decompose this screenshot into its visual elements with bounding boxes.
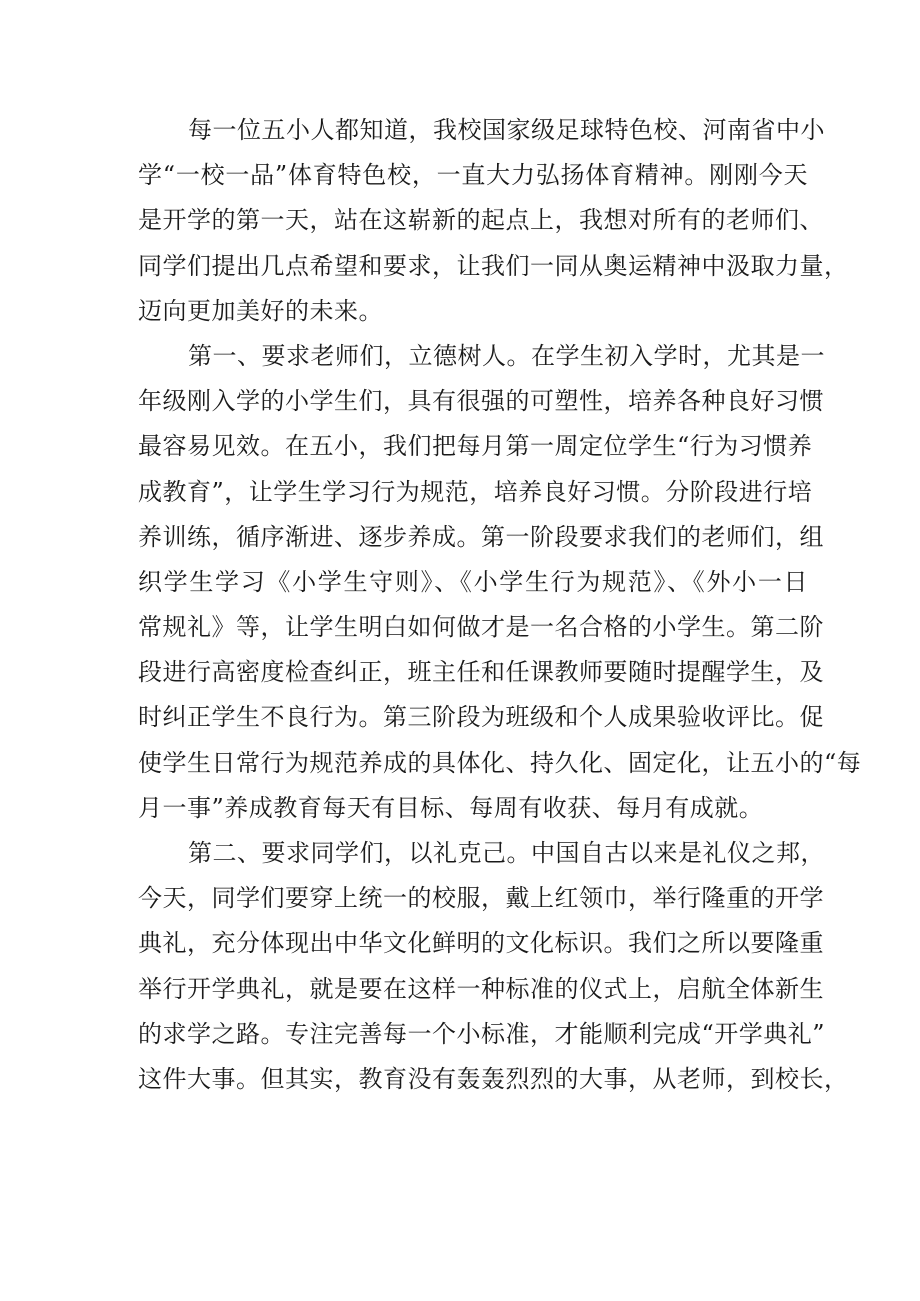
text-line: 典礼，充分体现出中华文化鲜明的文化标识。我们之所以要隆重 xyxy=(138,929,824,958)
text-line: 时纠正学生不良行为。第三阶段为班级和个人成果验收评比。促 xyxy=(138,703,824,732)
text-line: 第二、要求同学们，以礼克己。中国自古以来是礼仪之邦， xyxy=(188,839,825,867)
text-line: 常规礼》等，让学生明白如何做才是一名合格的小学生。第二阶 xyxy=(138,613,824,642)
text-line: 段进行高密度检查纠正，班主任和任课教师要随时提醒学生，及 xyxy=(138,658,824,687)
text-line: 是开学的第一天，站在这崭新的起点上，我想对所有的老师们、 xyxy=(138,206,824,235)
text-line: 年级刚入学的小学生们，具有很强的可塑性，培养各种良好习惯 xyxy=(138,387,824,416)
text-line: 迈向更加美好的未来。 xyxy=(138,296,383,325)
text-line: 举行开学典礼，就是要在这样一种标准的仪式上，启航全体新生 xyxy=(138,974,824,1003)
text-line: 养训练，循序渐进、逐步养成。第一阶段要求我们的老师们，组 xyxy=(138,522,824,551)
text-line: 这件大事。但其实，教育没有轰轰烈烈的大事，从老师，到校长， xyxy=(138,1064,849,1093)
text-line: 的求学之路。专注完善每一个小标准，才能顺利完成“开学典礼” xyxy=(138,1019,826,1048)
text-line: 同学们提出几点希望和要求，让我们一同从奥运精神中汲取力量， xyxy=(138,251,849,280)
body-text xyxy=(138,108,862,1102)
text-line: 第一、要求老师们，立德树人。在学生初入学时，尤其是一 xyxy=(188,341,825,370)
text-line: 月一事”养成教育每天有目标、每周有收获、每月有成就。 xyxy=(138,793,764,822)
text-line: 织学生学习《小学生守则》、《小学生行为规范》、《外小一日 xyxy=(138,567,808,596)
text-line: 使学生日常行为规范养成的具体化、持久化、固定化，让五小的“每 xyxy=(138,748,862,777)
text-line: 最容易见效。在五小，我们把每月第一周定位学生“行为习惯养 xyxy=(138,432,813,461)
paragraph-students xyxy=(138,831,849,1102)
text-line: 今天，同学们要穿上统一的校服，戴上红领巾，举行隆重的开学 xyxy=(138,884,824,913)
text-line: 学“一校一品”体育特色校，一直大力弘扬体育精神。刚刚今天 xyxy=(138,161,808,190)
paragraph-intro xyxy=(138,108,849,334)
text-line: 成教育”，让学生学习行为规范，培养良好习惯。分阶段进行培 xyxy=(138,477,813,506)
text-line: 每一位五小人都知道，我校国家级足球特色校、河南省中小 xyxy=(188,116,825,144)
paragraph-teachers xyxy=(138,334,862,831)
